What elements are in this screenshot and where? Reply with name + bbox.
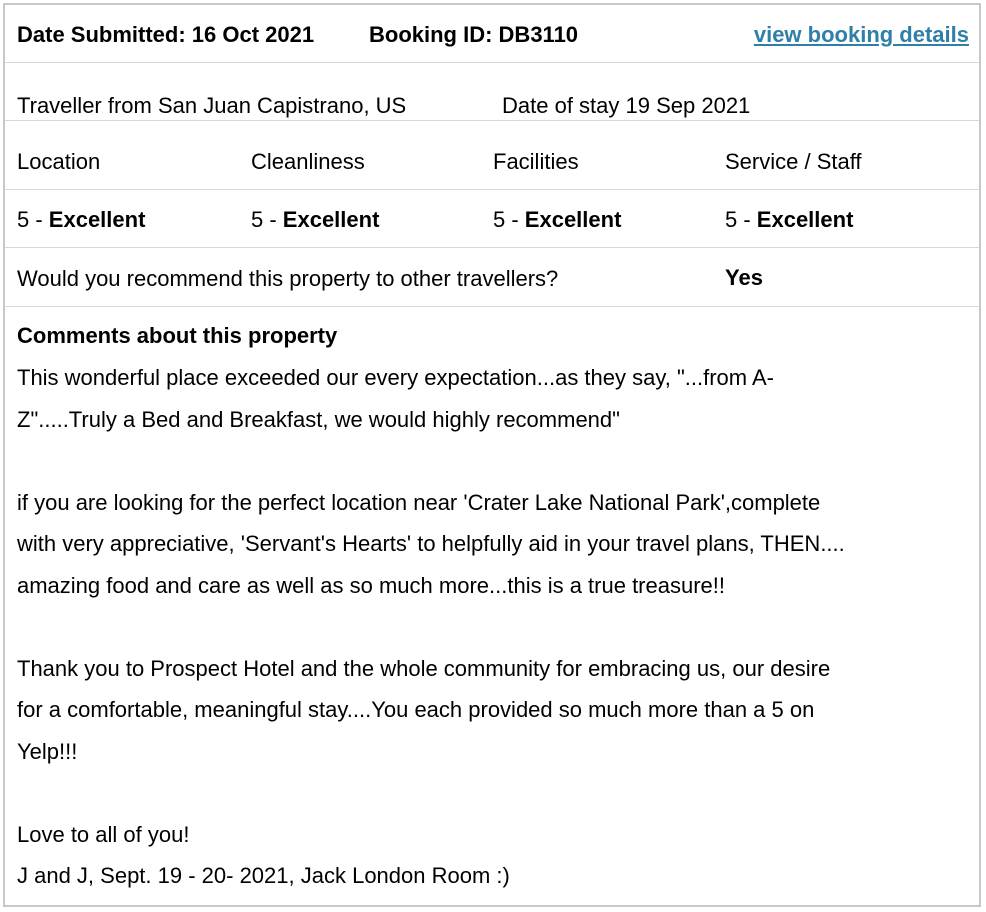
recommend-question: Would you recommend this property to other travellers?	[17, 266, 559, 291]
review-card	[3, 3, 981, 907]
score-service-staff: 5 - Excellent	[725, 207, 854, 232]
comment-paragraph: This wonderful place exceeded our every expectation...as they say, "...from A- Z".....Truly a Bed and Breakfast, we would highly recommend"	[17, 365, 775, 432]
date-of-stay: Date of stay 19 Sep 2021	[502, 93, 751, 118]
category-location: Location	[17, 149, 101, 174]
category-facilities: Facilities	[493, 149, 579, 174]
date-submitted: Date Submitted: 16 Oct 2021	[17, 22, 315, 47]
score-location: 5 - Excellent	[17, 207, 146, 232]
blank-line	[17, 772, 967, 814]
comment-signoff: Love to all of you! J and J, Sept. 19 - 20- 2021, Jack London Room :)	[17, 821, 510, 888]
divider	[5, 189, 979, 190]
comments-heading: Comments about this property	[17, 323, 338, 348]
category-cleanliness: Cleanliness	[251, 149, 365, 174]
comment-paragraph: Thank you to Prospect Hotel and the whole community for embracing us, our desire for a comfortable, meaningful stay....You each provided so much more than a 5 on Yelp!!!	[17, 655, 831, 764]
view-booking-details-link[interactable]: view booking details	[753, 22, 969, 47]
recommend-answer: Yes	[725, 265, 763, 290]
traveller-origin: Traveller from San Juan Capistrano, US	[17, 93, 407, 118]
booking-id: Booking ID: DB3110	[369, 22, 579, 47]
category-service-staff: Service / Staff	[725, 149, 862, 174]
divider	[5, 247, 979, 248]
blank-line	[17, 440, 967, 482]
header-row	[5, 5, 979, 63]
comment-paragraph: if you are looking for the perfect location near 'Crater Lake National Park',complete with very appreciative, 'Servant's Hearts' to helpfully aid in your travel plans, THEN.... amazing food and care as well as so much more...this is a true treasure!!	[17, 489, 845, 598]
traveller-row	[5, 63, 979, 121]
score-facilities: 5 - Excellent	[493, 207, 622, 232]
score-cleanliness: 5 - Excellent	[251, 207, 380, 232]
divider	[5, 306, 979, 307]
blank-line	[17, 606, 967, 648]
comments-section	[17, 315, 967, 897]
